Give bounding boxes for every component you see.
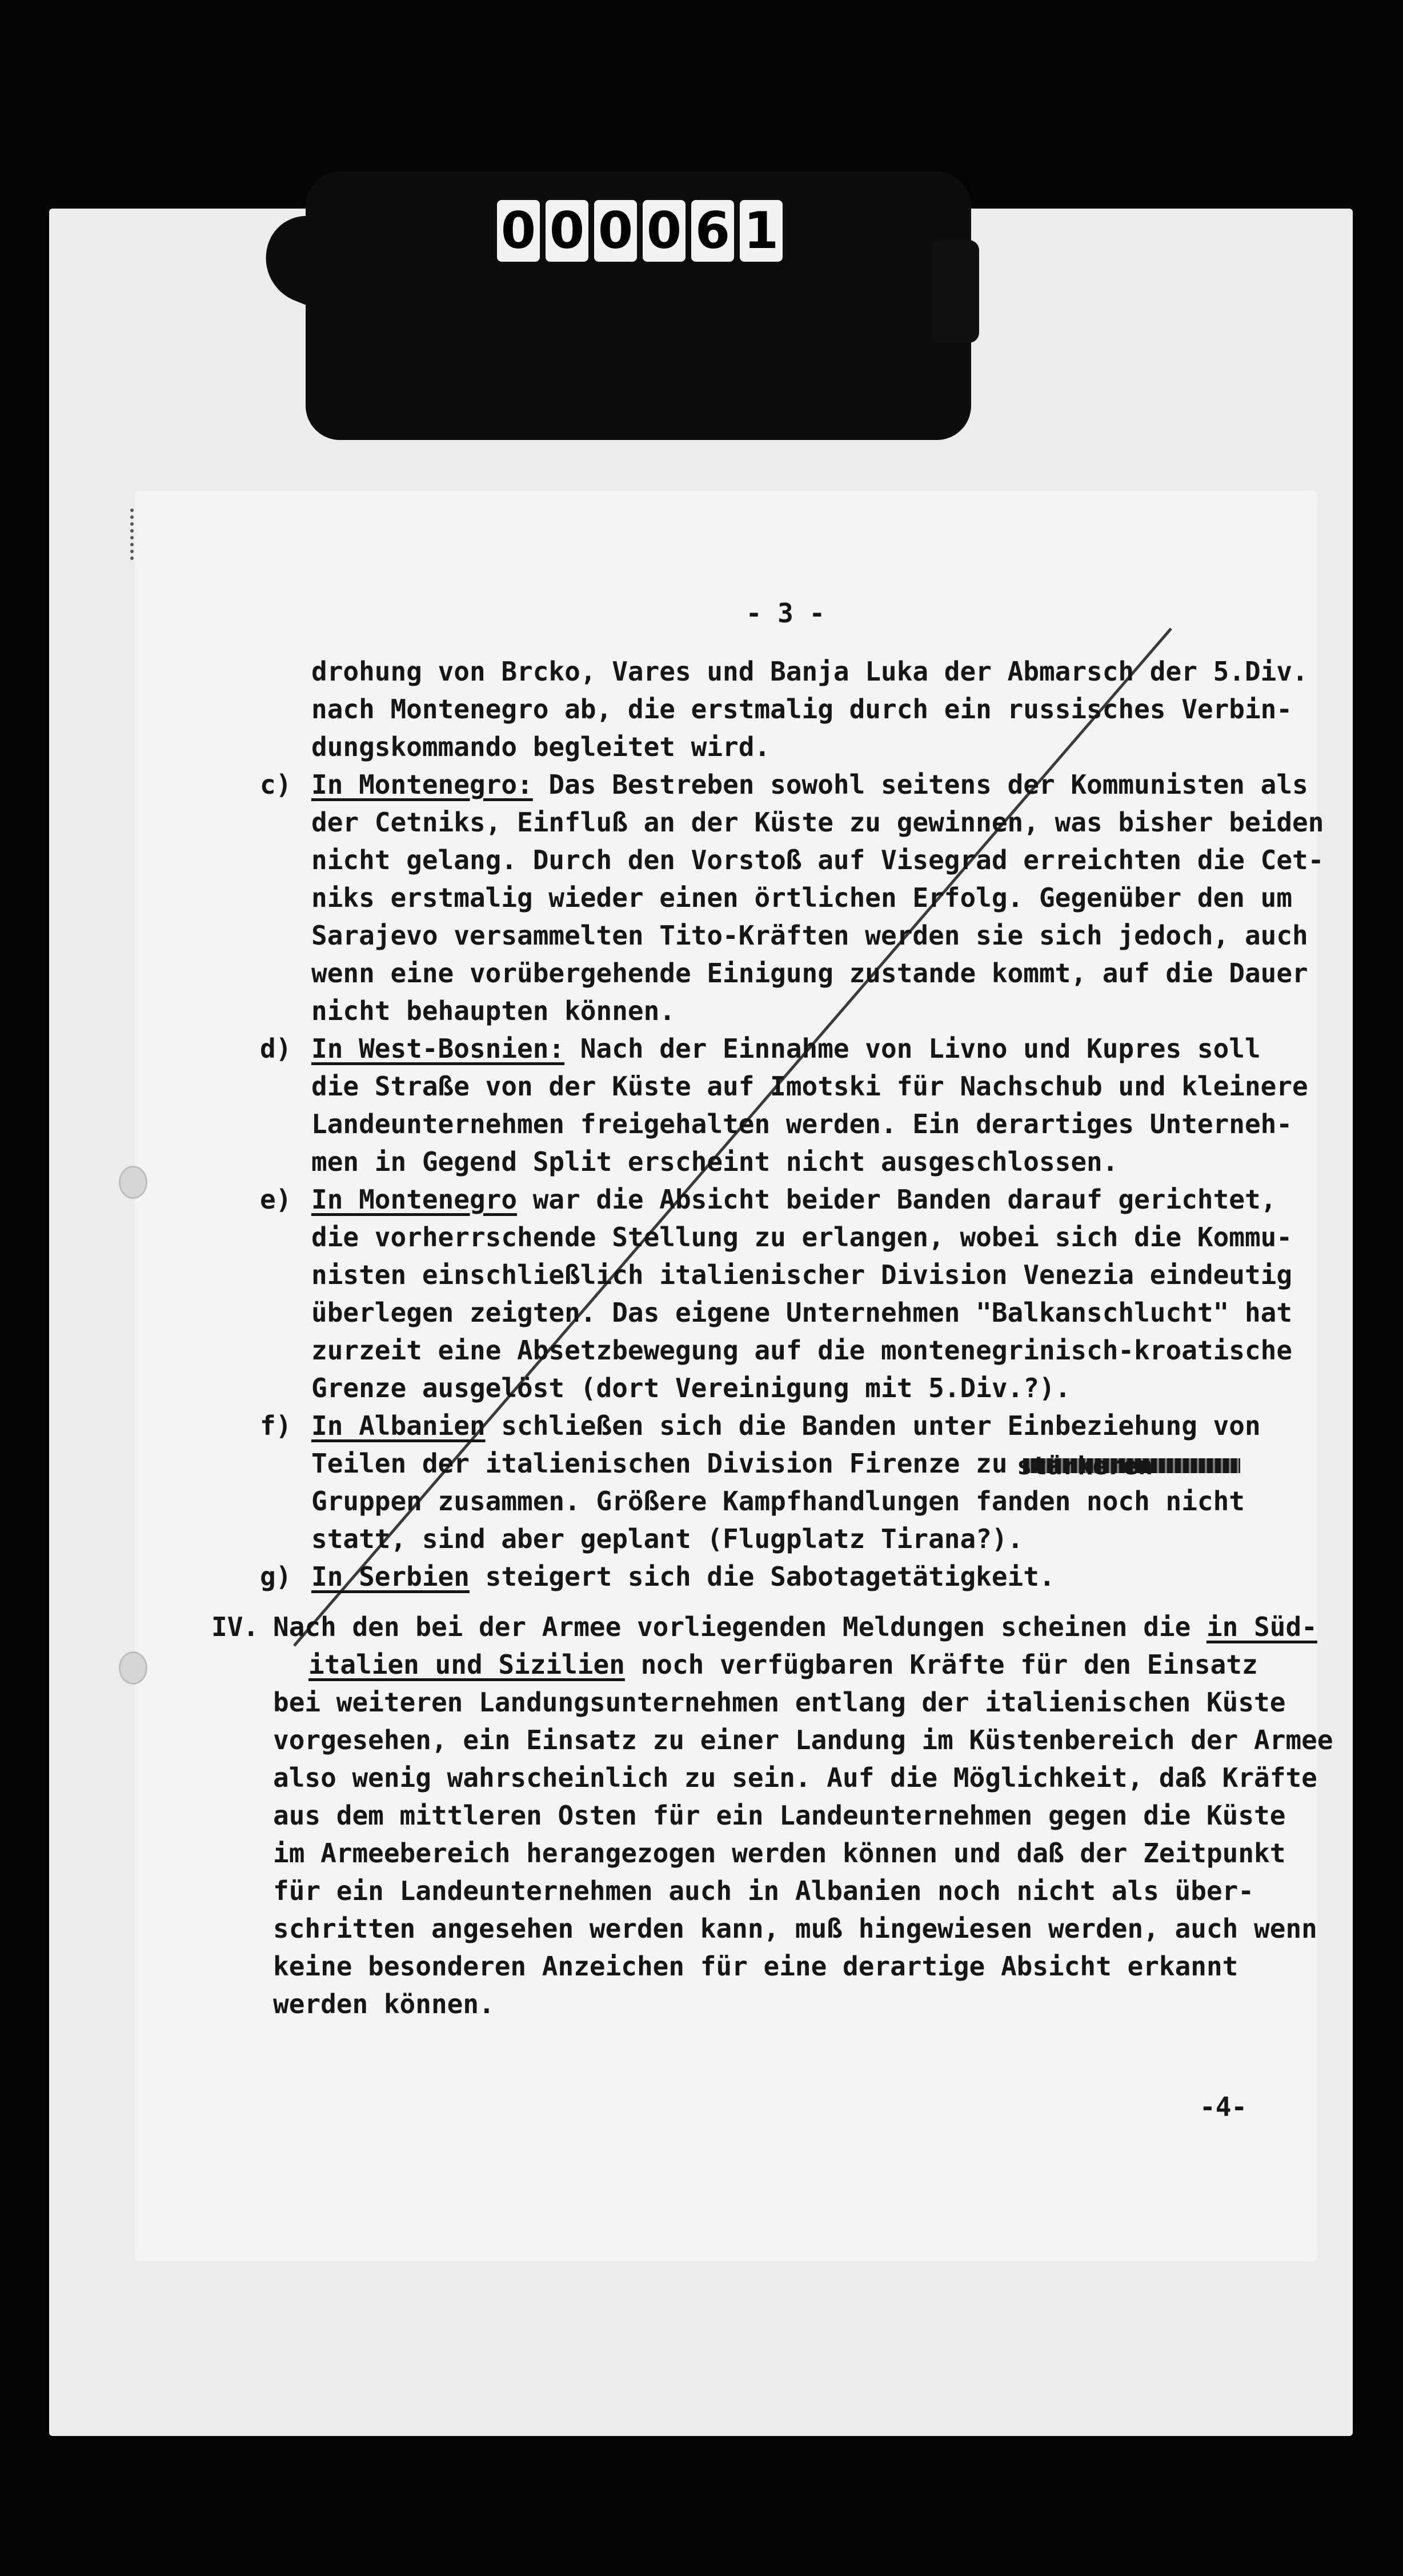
counter-digit: 0 [594,200,637,262]
section-iv [211,1608,1333,2023]
text-line: die Straße von der Küste auf Imotski für Nachschub und kleinere [311,1071,1308,1102]
section-title: in Süd- [1206,1611,1317,1642]
text-line: Grenze ausgelöst (dort Vereinigung mit 5.Div.?). [311,1373,1071,1403]
text-line: Landeunternehmen freigehalten werden. Ein derartiges Unterneh- [311,1109,1293,1139]
text-line: keine besonderen Anzeichen für eine derartige Absicht erkannt [273,1951,1238,1982]
counter-digit: 6 [691,200,734,262]
text-line: zurzeit eine Absetzbewegung auf die montenegrinisch-kroatische [311,1335,1293,1366]
section-title: In Albanien [311,1410,486,1441]
text-line: nicht gelang. Durch den Vorstoß auf Visegrad erreichten die Cet- [311,845,1324,875]
text-line: Gruppen zusammen. Größere Kampfhandlungen fanden noch nicht [311,1486,1245,1517]
counter-digit: 1 [740,200,783,262]
text-line: Teilen der italienischen Division Firenze zu [311,1448,1024,1479]
text-line: im Armeebereich herangezogen werden können und daß der Zeitpunkt [273,1838,1286,1869]
text-line: der Cetniks, Einfluß an der Küste zu gewinnen, was bisher beiden [311,807,1324,838]
text-line: Nach der Einnahme von Livno und Kupres soll [564,1033,1261,1064]
list-label: f) [260,1410,292,1441]
text-line: vorgesehen, ein Einsatz zu einer Landung im Küstenbereich der Armee [273,1725,1333,1755]
section-f [217,1407,1331,1558]
intro-paragraph [217,653,1331,766]
list-label: g) [260,1561,292,1592]
list-label: d) [260,1033,292,1064]
page-number: - 3 - [745,598,825,629]
section-d [217,1030,1331,1181]
section-g [217,1558,1331,1595]
text-line: Das Bestreben sowohl seitens der Kommunisten als [532,769,1308,800]
section-title: In West-Bosnien: [311,1033,565,1064]
list-label: c) [260,769,292,800]
text-line: Sarajevo versammelten Tito-Kräften werden sie sich jedoch, auch [311,920,1308,951]
section-e [217,1181,1331,1407]
text-line: für ein Landeunternehmen auch in Albanien noch nicht als über- [273,1875,1254,1906]
text-line: wenn eine vorübergehende Einigung zustande kommt, auf die Dauer [311,958,1308,989]
text-line: steigert sich die Sabotagetätigkeit. [469,1561,1055,1592]
text-line: also wenig wahrscheinlich zu sein. Auf die Möglichkeit, daß Kräfte [273,1762,1317,1793]
section-title: italien und Sizilien [308,1649,625,1680]
section-c [217,766,1331,1030]
text-line: Nach den bei der Armee vorliegenden Meldungen scheinen die [273,1611,1206,1642]
counter-digit: 0 [497,200,540,262]
section-title: In Serbien [311,1561,470,1592]
text-line: men in Gegend Split erscheint nicht ausgeschlossen. [311,1146,1119,1177]
section-title: In Montenegro [311,1184,518,1215]
text-line: werden können. [273,1989,495,2019]
text-line: war die Absicht beider Banden darauf gerichtet, [517,1184,1277,1215]
text-line: bei weiteren Landungsunternehmen entlang der italienischen Küste [273,1687,1286,1718]
text-line: nicht behaupten können. [311,995,675,1026]
handwritten-insertion: stärkeren [1017,1451,1153,1481]
text-line: die vorherrschende Stellung zu erlangen, wobei sich die Kommu- [311,1222,1293,1253]
text-line: nach Montenegro ab, die erstmalig durch ein russisches Verbin- [311,694,1293,725]
text-line: noch verfügbaren Kräfte für den Einsatz [624,1649,1258,1680]
text-line: aus dem mittleren Osten für ein Landeunternehmen gegen die Küste [273,1800,1286,1831]
text-line: schritten angesehen werden kann, muß hingewiesen werden, auch wenn [273,1913,1317,1944]
list-label: e) [260,1184,292,1215]
document-body [211,594,1333,2023]
text-line: dungskommando begleitet wird. [311,731,771,762]
text-line: überlegen zeigten. Das eigene Unternehmen "Balkanschlucht" hat [311,1297,1293,1328]
section-title: In Montenegro: [311,769,533,800]
counter-digit: 0 [546,200,588,262]
text-line: schließen sich die Banden unter Einbeziehung von [485,1410,1261,1441]
counter-digit: 0 [643,200,686,262]
text-line: drohung von Brcko, Vares und Banja Luka der Abmarsch der 5.Div. [311,656,1308,687]
next-page-marker: -4- [1200,2091,1248,2122]
text-line: statt, sind aber geplant (Flugplatz Tirana?). [311,1523,1024,1554]
text-line: niks erstmalig wieder einen örtlichen Erfolg. Gegenüber den um [311,882,1293,913]
list-label: IV. [211,1611,259,1642]
text-line: nisten einschließlich italienischer Division Venezia eindeutig [311,1259,1293,1290]
